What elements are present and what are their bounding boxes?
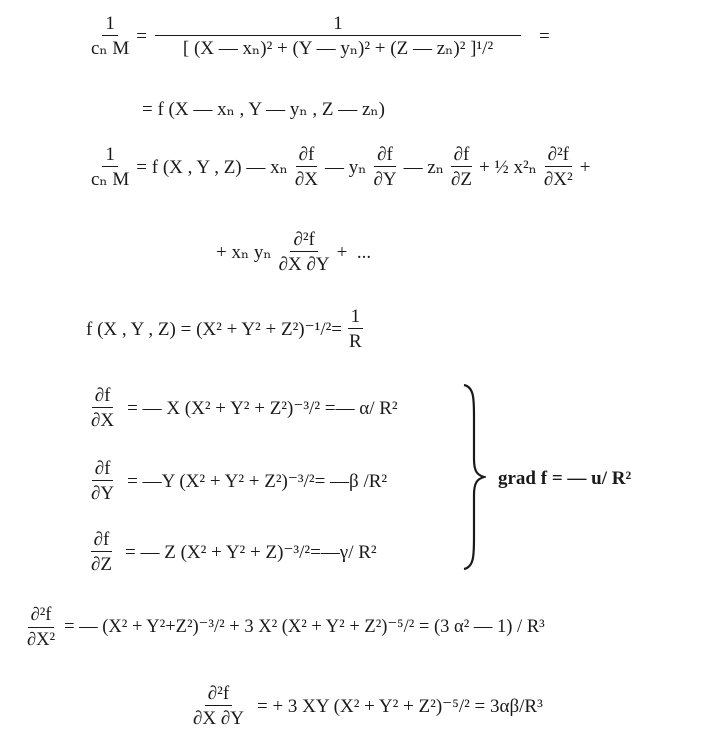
- eq3-term-2: — yₙ: [324, 156, 367, 178]
- eq9-lhs-fraction: [24, 606, 58, 649]
- eq3-term-3: — zₙ: [403, 156, 444, 178]
- eq3-fraction-4: [541, 145, 576, 189]
- equation-10: [186, 684, 543, 728]
- eq8-lhs-numerator: ∂f: [91, 530, 113, 552]
- equation-9: [20, 606, 545, 649]
- eq3-term-1: = f (X , Y , Z) — xₙ: [136, 156, 288, 178]
- eq3-lhs-denominator: cₙ M: [91, 169, 130, 190]
- eq3-fraction-3: [448, 145, 475, 189]
- eq6-rhs: = — X (X² + Y² + Z²)⁻³/² =— α/ R²: [127, 397, 398, 419]
- eq1-rhs-denominator: [ (X — xₙ)² + (Y — yₙ)² + (Z — zₙ)² ]¹/²: [182, 38, 494, 59]
- equation-4: [216, 230, 371, 274]
- eq8-lhs-fraction: [88, 530, 115, 574]
- eq3-fraction-4-denominator: ∂X²: [543, 169, 573, 190]
- eq9-rhs: = — (X² + Y²+Z²)⁻³/² + 3 X² (X² + Y² + Z²)⁻⁵/² = (3 α² — 1) / R³: [64, 617, 545, 638]
- eq3-fraction-3-numerator: ∂f: [451, 145, 473, 167]
- eq10-rhs: = + 3 XY (X² + Y² + Z²)⁻⁵/² = 3αβ/R³: [256, 695, 543, 717]
- eq5-fraction-numerator: 1: [348, 307, 364, 329]
- equation-2: [142, 100, 385, 119]
- eq3-fraction-3-denominator: ∂Z: [451, 169, 472, 190]
- eq10-lhs-denominator: ∂X ∂Y: [193, 708, 244, 729]
- eq7-lhs-numerator: ∂f: [92, 459, 114, 481]
- right-curly-brace: [462, 383, 486, 571]
- eq6-lhs-denominator: ∂X: [91, 410, 115, 431]
- grad-f-expression: grad f = — u/ R²: [498, 468, 632, 489]
- eq8-rhs: = — Z (X² + Y² + Z)⁻³/²=—γ/ R²: [125, 541, 377, 563]
- eq5-term-1: f (X , Y , Z) = (X² + Y² + Z²)⁻¹/²=: [86, 318, 343, 340]
- equation-7: [84, 459, 387, 503]
- eq8-lhs-denominator: ∂Z: [91, 554, 112, 575]
- eq1-rhs-numerator: 1: [155, 14, 521, 36]
- eq3-lhs-numerator: 1: [102, 145, 118, 167]
- eq7-rhs: = —Y (X² + Y² + Z²)⁻³/²= —β /R²: [127, 470, 388, 492]
- eq1-rhs-fraction: [155, 14, 521, 58]
- equation-5: [86, 307, 369, 351]
- equation-6: [84, 386, 398, 430]
- eq6-lhs-numerator: ∂f: [92, 386, 114, 408]
- equation-3: [84, 145, 590, 189]
- eq1-lhs-fraction: [88, 14, 132, 58]
- eq3-fraction-2-denominator: ∂Y: [373, 169, 397, 190]
- equation-8: [84, 530, 377, 574]
- eq1-equals: =: [136, 25, 148, 47]
- eq6-lhs-fraction: [88, 386, 117, 430]
- eq1-lhs-numerator: 1: [102, 14, 118, 36]
- eq3-fraction-2-numerator: ∂f: [374, 145, 396, 167]
- eq10-lhs-fraction: [190, 684, 247, 728]
- eq3-fraction-1: [292, 145, 321, 189]
- eq4-fraction-numerator: ∂²f: [290, 230, 317, 252]
- eq4-term-1: + xₙ yₙ: [216, 241, 272, 263]
- eq3-fraction-4-numerator: ∂²f: [545, 145, 572, 167]
- eq10-lhs-numerator: ∂²f: [205, 684, 232, 706]
- eq3-term-5: +: [579, 156, 591, 178]
- eq9-lhs-numerator: ∂²f: [28, 606, 55, 628]
- eq3-fraction-2: [370, 145, 399, 189]
- eq4-fraction-denominator: ∂X ∂Y: [278, 254, 330, 275]
- eq3-fraction-1-denominator: ∂X: [294, 169, 318, 190]
- eq5-fraction: [346, 307, 365, 351]
- eq7-lhs-fraction: [88, 459, 117, 503]
- equation-1: [84, 14, 550, 58]
- eq1-lhs-denominator: cₙ M: [91, 38, 130, 59]
- eq5-fraction-denominator: R: [349, 331, 362, 352]
- eq2-text: = f (X — xₙ , Y — yₙ , Z — zₙ): [142, 99, 385, 120]
- eq7-lhs-denominator: ∂Y: [91, 483, 115, 504]
- eq3-lhs-fraction: [88, 145, 132, 189]
- eq1-tail: =: [539, 25, 550, 47]
- eq3-term-4: + ½ x²ₙ: [479, 156, 537, 178]
- eq3-fraction-1-numerator: ∂f: [296, 145, 318, 167]
- eq4-fraction: [276, 230, 333, 274]
- eq9-lhs-denominator: ∂X²: [27, 629, 56, 650]
- eq4-term-2: + ...: [336, 241, 372, 263]
